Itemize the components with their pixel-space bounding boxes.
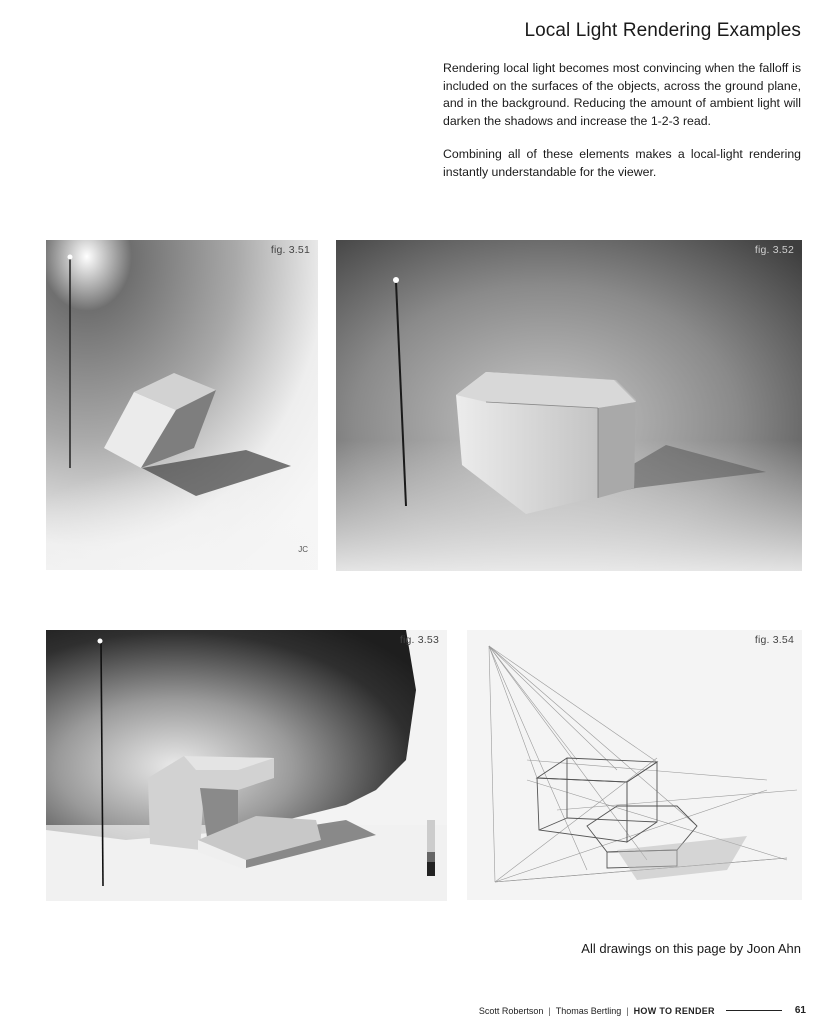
footer-rule — [726, 1010, 782, 1011]
figure-3-54 — [467, 630, 802, 900]
intro-text — [443, 60, 801, 198]
page-title: Local Light Rendering Examples — [524, 20, 801, 41]
footer-book-title: HOW TO RENDER — [633, 1005, 715, 1016]
intro-paragraph-1: Rendering local light becomes most convincing when the falloff is included on the surfaces of the objects, across the ground plane, and in the background. Reducing the amount of ambient light will darken the shadows and increase the 1-2-3 read. — [443, 61, 801, 128]
artist-signature: JC — [298, 545, 308, 554]
footer-author-2: Thomas Bertling — [555, 1005, 622, 1016]
figure-3-53 — [46, 630, 447, 901]
footer-author-1: Scott Robertson — [478, 1005, 544, 1016]
page-number: 61 — [794, 1005, 806, 1016]
cube-drawing-illustration — [46, 240, 318, 570]
footer-separator: | — [626, 1005, 629, 1016]
page-footer — [479, 1005, 806, 1016]
figure-label: fig. 3.53 — [399, 634, 439, 646]
artwork-credit: All drawings on this page by Joon Ahn — [581, 941, 801, 956]
intro-paragraph-2: Combining all of these elements makes a local-light rendering instantly understandable for the viewer. — [443, 147, 801, 179]
chamfered-box-illustration — [336, 240, 802, 571]
figure-3-52 — [336, 240, 802, 571]
footer-separator: | — [548, 1005, 551, 1016]
figure-label: fig. 3.51 — [270, 244, 310, 256]
figure-label: fig. 3.52 — [754, 244, 794, 256]
figure-3-51 — [46, 240, 318, 570]
perspective-construction-illustration — [467, 630, 802, 900]
figure-label: fig. 3.54 — [754, 634, 794, 646]
interlocking-forms-illustration — [46, 630, 447, 901]
